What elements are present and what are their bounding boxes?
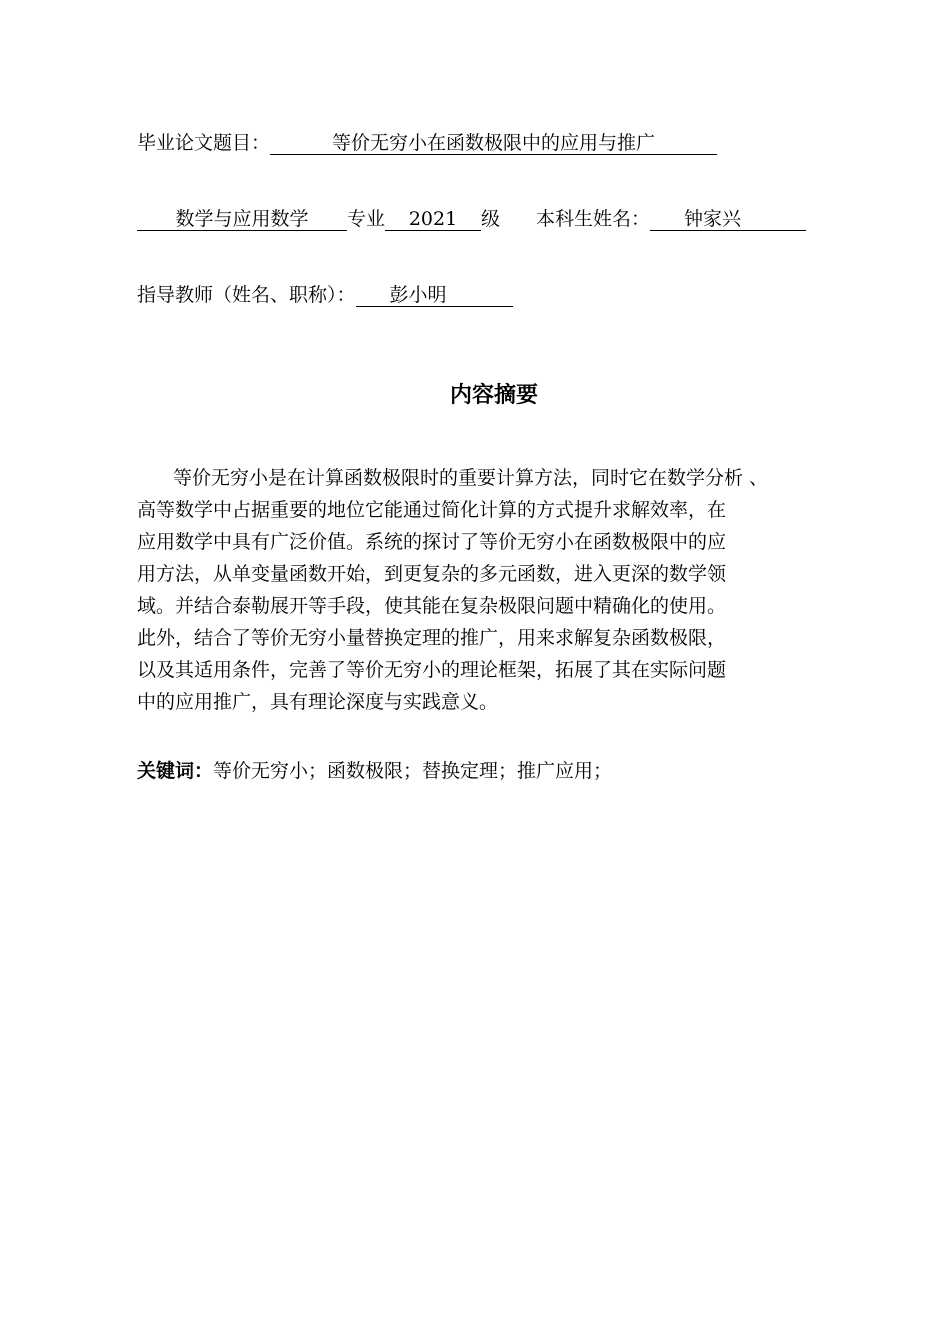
keywords-label: 关键词： [137,760,214,782]
thesis-title-label: 毕业论文题目： [137,132,271,154]
abstract-line: 用方法，从单变量函数开始，到更复杂的多元函数，进入更深的数学领 [137,563,727,585]
advisor-label: 指导教师（姓名、职称）： [137,284,356,306]
abstract-heading: 内容摘要 [449,383,538,408]
abstract-line: 等价无穷小是在计算函数极限时的重要计算方法，同时它在数学分析 、 [173,467,769,489]
abstract-line: 应用数学中具有广泛价值。系统的探讨了等价无穷小在函数极限中的应 [137,531,727,553]
student-name-value: 钟家兴 [650,208,806,231]
major-value: 数学与应用数学 [137,208,347,231]
abstract-line: 以及其适用条件，完善了等价无穷小的理论框架，拓展了其在实际问题 [137,659,727,681]
keywords-row [137,759,612,783]
thesis-title-value: 等价无穷小在函数极限中的应用与推广 [270,132,717,155]
major-suffix: 专业 [347,208,386,230]
student-name-label: 本科生姓名： [536,208,651,230]
advisor-name-value: 彭小明 [356,284,513,307]
student-info-row [137,207,806,231]
abstract-line: 中的应用推广，具有理论深度与实践意义。 [137,691,499,713]
thesis-title-row [137,131,717,155]
advisor-row [137,283,513,307]
year-value: 2021 [385,208,481,231]
abstract-line: 域。并结合泰勒展开等手段，使其能在复杂极限问题中精确化的使用。 [137,595,727,617]
keywords-text: 等价无穷小；函数极限；替换定理；推广应用； [213,760,613,782]
abstract-body [137,462,857,718]
abstract-line: 高等数学中占据重要的地位它能通过简化计算的方式提升求解效率，在 [137,499,727,521]
year-suffix: 级 [481,208,501,230]
abstract-line: 此外，结合了等价无穷小量替换定理的推广，用来求解复杂函数极限， [137,627,727,649]
